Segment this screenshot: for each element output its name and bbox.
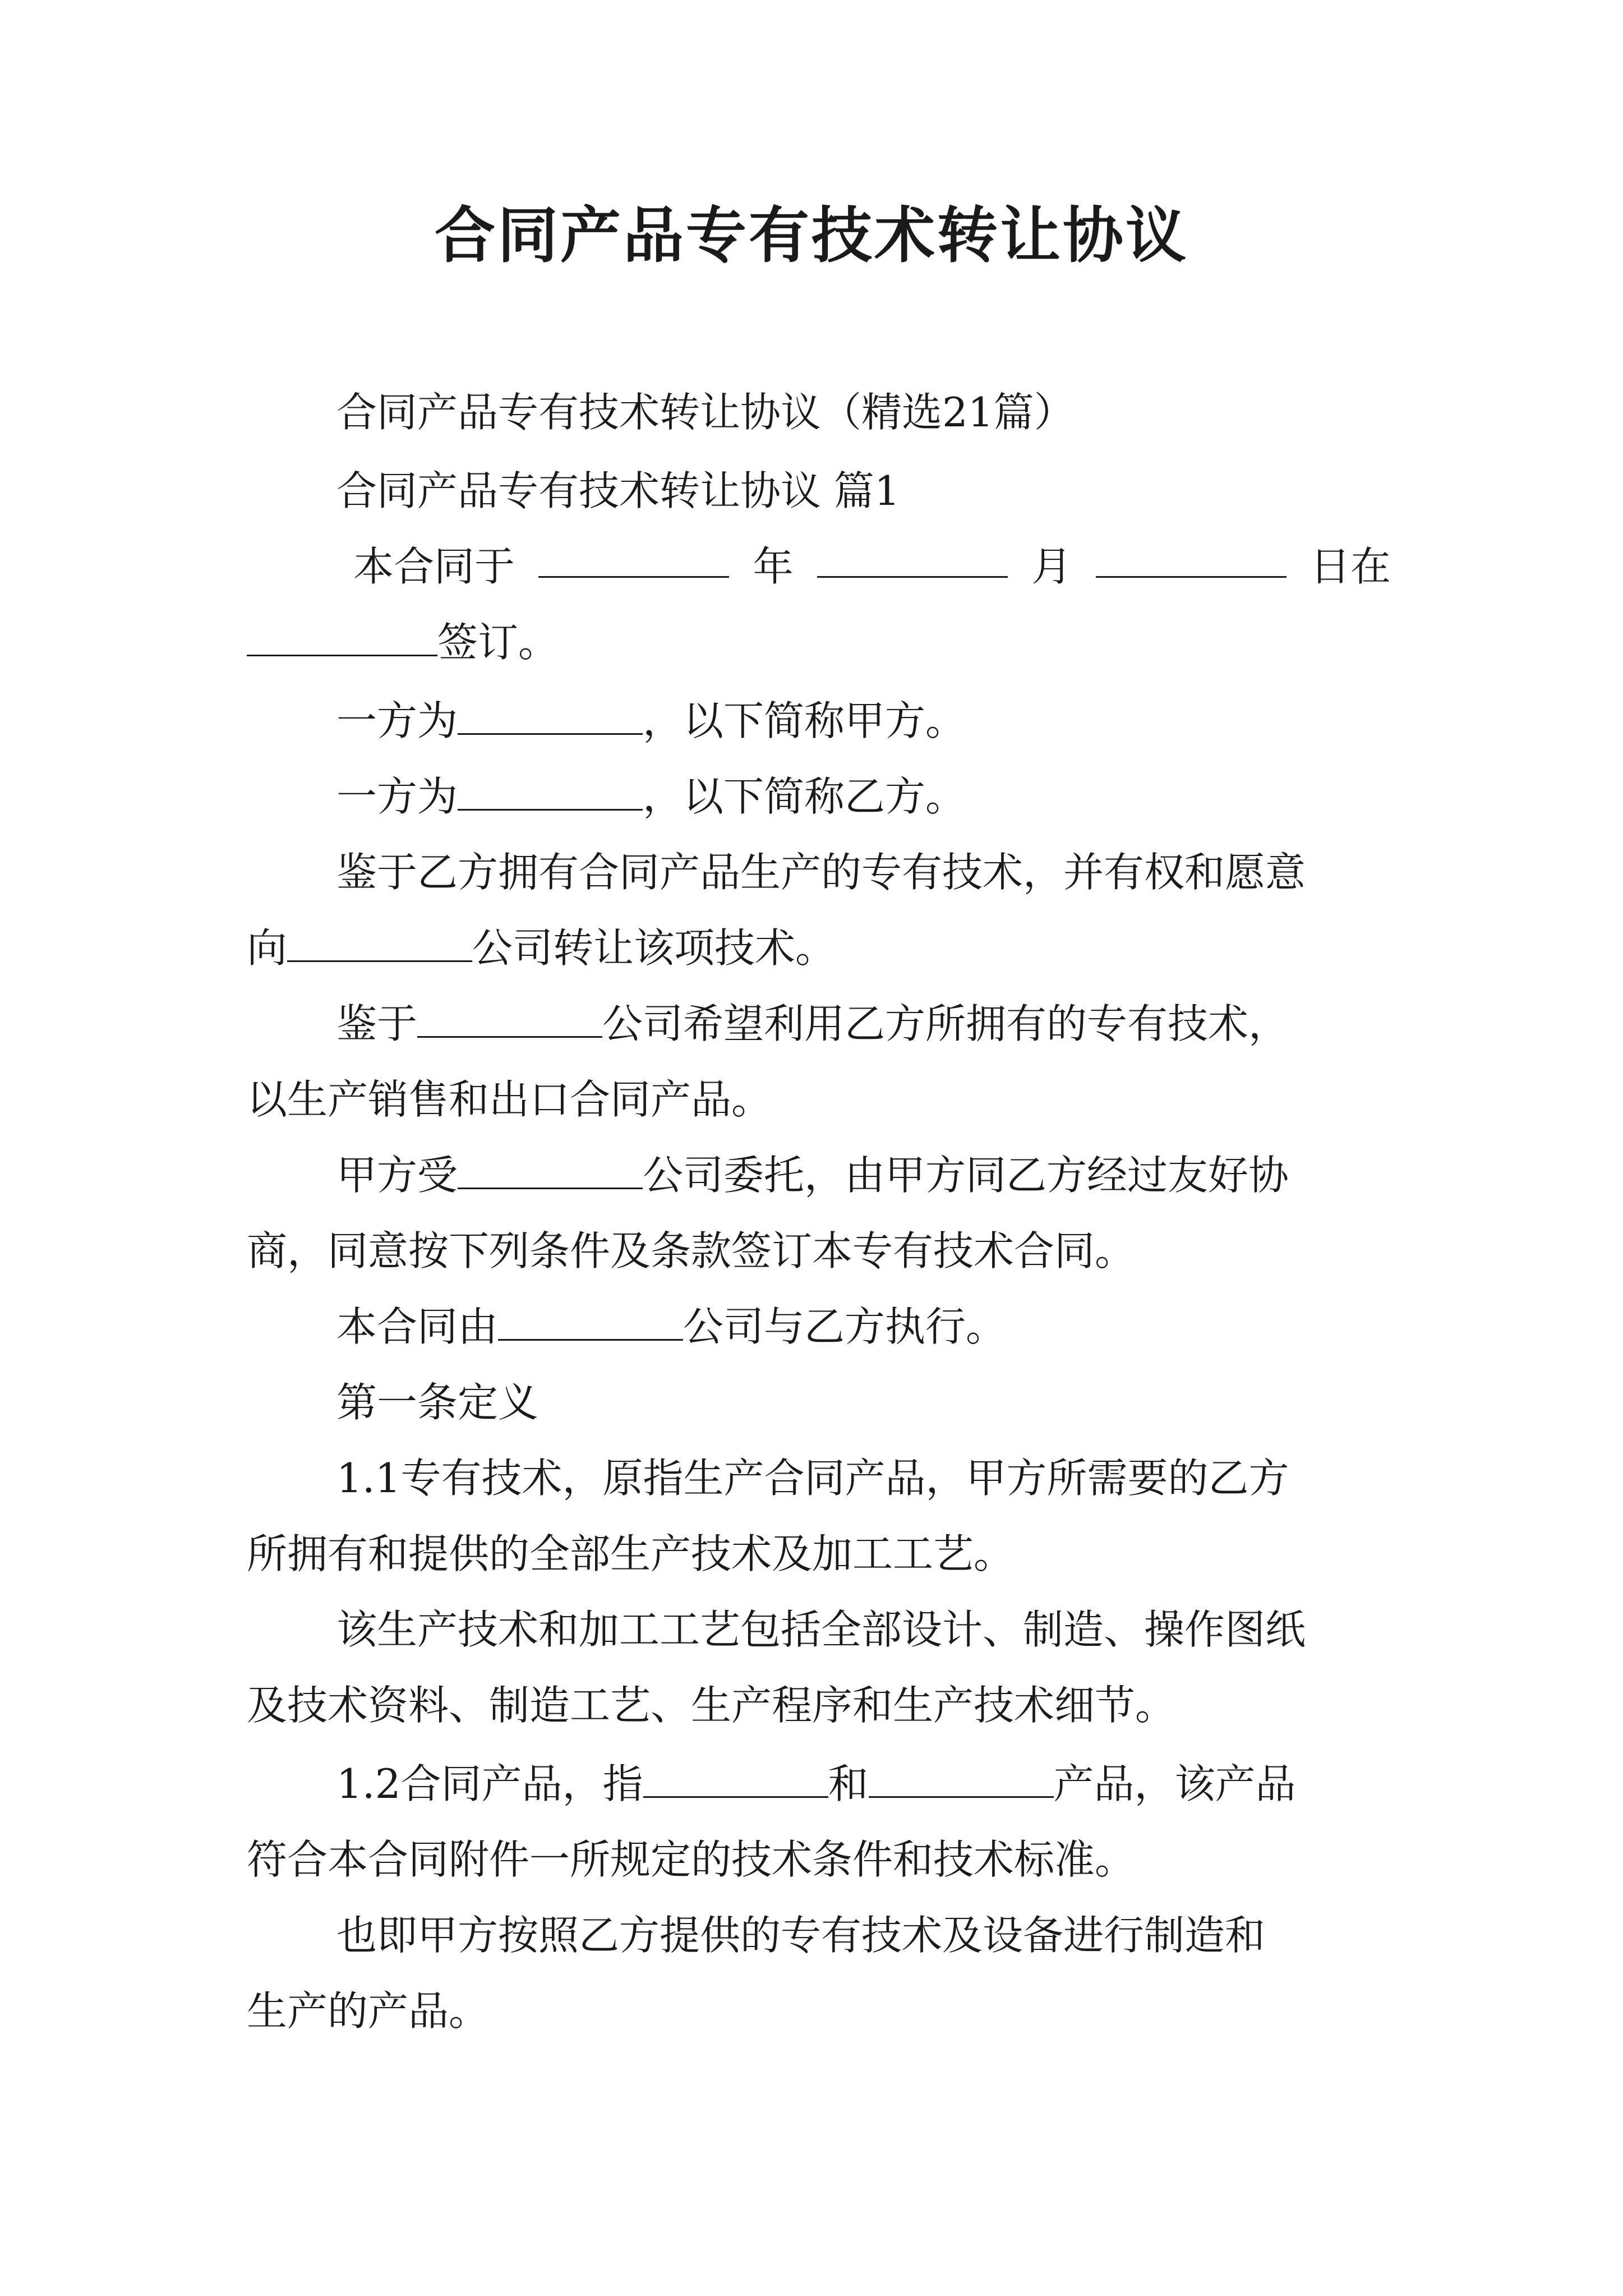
party-a-pre: 一方为	[336, 697, 458, 744]
whereas2-post: 公司希望利用乙方所拥有的专有技术，	[602, 1000, 1289, 1047]
blank-field-company-1	[287, 926, 472, 962]
party-b-line	[336, 771, 966, 822]
whereas1-post: 公司转让该项技术。	[472, 924, 836, 972]
document-subtitle: 合同产品专有技术转让协议（精选21篇）	[336, 389, 1075, 436]
whereas2-line2: 以生产销售和出口合同产品。	[247, 1076, 772, 1123]
whereas2-line1	[336, 999, 1289, 1049]
whereas3-pre: 甲方受	[336, 1152, 458, 1199]
blank-field-company-2	[417, 1001, 602, 1038]
def1-line1: 1.1专有技术，原指生产合同产品，甲方所需要的乙方	[336, 1455, 1289, 1502]
def2-line1	[336, 1759, 1296, 1809]
whereas3-line2: 商，同意按下列条件及条款签订本专有技术合同。	[247, 1227, 1136, 1274]
def2-line2: 符合本合同附件一所规定的技术条件和技术标准。	[247, 1836, 1136, 1883]
def2-mid: 和	[828, 1760, 869, 1807]
blank-field-place	[247, 620, 437, 656]
blank-field-party-b	[458, 774, 643, 811]
executor-line	[336, 1301, 1006, 1352]
def2-post: 产品，该产品	[1053, 1760, 1296, 1807]
party-a-post: ，以下简称甲方。	[643, 697, 966, 744]
whereas2-pre: 鉴于	[336, 1000, 418, 1047]
party-b-post: ，以下简称乙方。	[643, 773, 966, 820]
blank-field-party-a	[458, 698, 643, 735]
blank-field-year	[538, 541, 729, 578]
sign-place-line	[247, 617, 559, 668]
document-title: 合同产品专有技术转让协议	[434, 200, 1188, 271]
whereas1-line1: 鉴于乙方拥有合同产品生产的专有技术，并有权和愿意	[336, 849, 1306, 896]
party-a-line	[336, 696, 966, 746]
def1b-line1: 该生产技术和加工工艺包括全部设计、制造、操作图纸	[336, 1606, 1306, 1653]
def2b-line1: 也即甲方按照乙方提供的专有技术及设备进行制造和	[336, 1912, 1266, 1959]
blank-field-product-1	[643, 1761, 828, 1798]
party-b-pre: 一方为	[336, 773, 458, 820]
def1-line2: 所拥有和提供的全部生产技术及加工工艺。	[247, 1530, 1015, 1577]
sign-text-b: 年	[753, 543, 794, 590]
sign-text-d: 日在	[1310, 543, 1391, 590]
sign-text-e: 签订。	[437, 619, 559, 666]
sign-text-a: 本合同于	[353, 543, 515, 590]
executor-pre: 本合同由	[336, 1303, 499, 1350]
def1b-line2: 及技术资料、制造工艺、生产程序和生产技术细节。	[247, 1682, 1176, 1729]
blank-field-product-2	[869, 1761, 1054, 1798]
sign-date-line	[353, 541, 1391, 592]
section-heading: 合同产品专有技术转让协议 篇1	[336, 467, 900, 514]
whereas1-line2	[247, 923, 836, 973]
def2-pre: 1.2合同产品，指	[336, 1760, 643, 1807]
sign-text-c: 月	[1031, 543, 1072, 590]
blank-field-day	[1096, 541, 1287, 578]
executor-post: 公司与乙方执行。	[683, 1303, 1007, 1350]
article1-heading: 第一条定义	[336, 1379, 539, 1426]
blank-field-company-3	[458, 1153, 643, 1189]
whereas3-post: 公司委托，由甲方同乙方经过友好协	[643, 1152, 1289, 1199]
blank-field-company-4	[498, 1304, 683, 1341]
def2b-line2: 生产的产品。	[247, 1987, 490, 2035]
whereas3-line1	[336, 1150, 1289, 1200]
whereas1-pre: 向	[247, 924, 288, 972]
blank-field-month	[817, 541, 1008, 578]
